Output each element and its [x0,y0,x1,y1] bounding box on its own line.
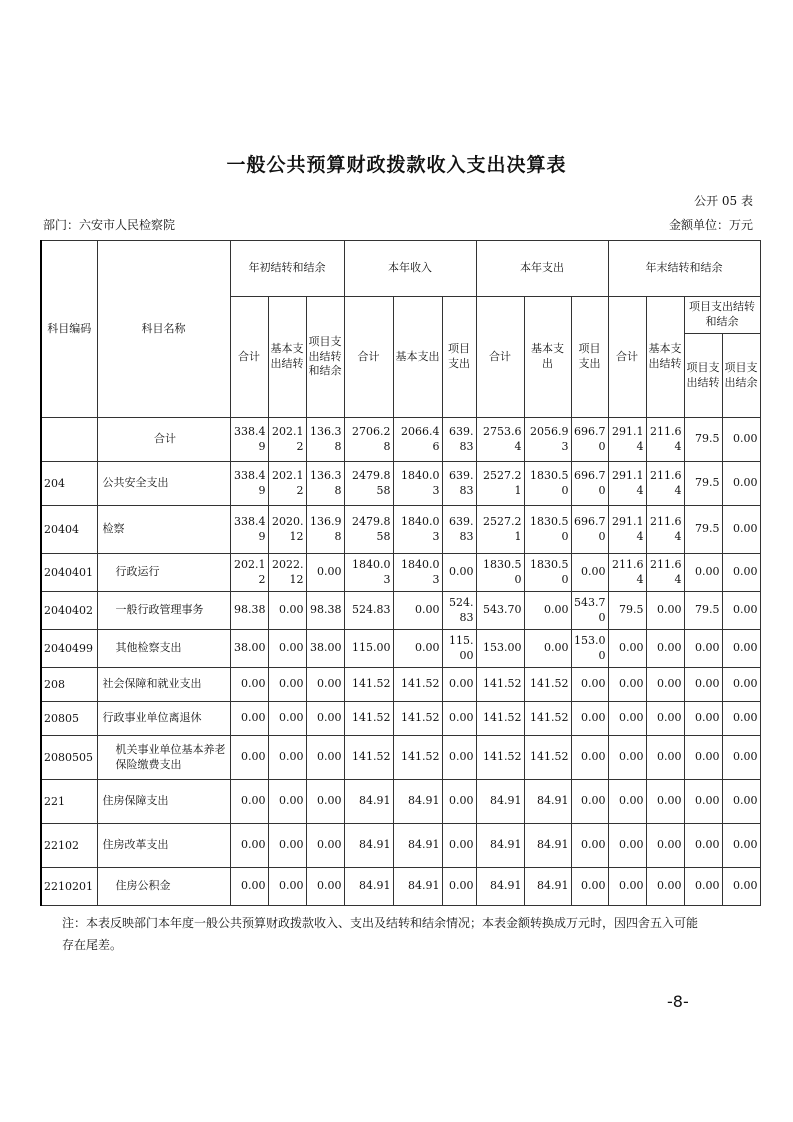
row-value: 338.49 [230,418,268,462]
row-value: 291.14 [608,462,646,506]
row-value: 0.00 [608,868,646,906]
row-value: 0.00 [722,702,760,736]
row-value: 1830.50 [524,462,571,506]
row-value: 84.91 [524,824,571,868]
header-group-expense: 本年支出 [476,241,608,297]
row-value: 0.00 [684,554,722,592]
row-value: 0.00 [230,824,268,868]
row-value: 0.00 [608,630,646,668]
row-code: 22102 [41,824,97,868]
row-value: 0.00 [722,668,760,702]
row-value: 0.00 [268,630,306,668]
row-value: 0.00 [268,868,306,906]
table-row [41,824,760,868]
row-value: 211.64 [646,554,684,592]
row-value: 0.00 [268,592,306,630]
row-value: 202.12 [230,554,268,592]
table-row [41,702,760,736]
row-value: 136.38 [306,418,344,462]
row-code: 2040401 [41,554,97,592]
row-value: 2020.12 [268,506,306,554]
row-value: 0.00 [230,780,268,824]
row-value: 0.00 [722,506,760,554]
row-value: 0.00 [306,824,344,868]
row-value: 141.52 [476,668,524,702]
row-value: 2753.64 [476,418,524,462]
row-value: 0.00 [646,868,684,906]
row-value: 141.52 [344,668,393,702]
header-end-project-carry: 项目支出结转 [684,334,722,418]
row-value: 696.70 [571,462,608,506]
row-value: 0.00 [268,780,306,824]
row-value: 1830.50 [524,554,571,592]
row-value: 84.91 [393,824,442,868]
row-name: 一般行政管理事务 [97,592,230,630]
row-value: 2056.93 [524,418,571,462]
row-value: 0.00 [684,780,722,824]
row-value: 0.00 [442,554,476,592]
row-value: 2479.858 [344,506,393,554]
table-row [41,554,760,592]
form-number: 公开 05 表 [694,194,753,208]
budget-table [40,240,761,906]
row-value: 1840.03 [393,462,442,506]
row-name: 公共安全支出 [97,462,230,506]
row-value: 98.38 [306,592,344,630]
row-value: 0.00 [722,418,760,462]
header-group-begin: 年初结转和结余 [230,241,344,297]
row-value: 0.00 [524,630,571,668]
row-value: 0.00 [571,868,608,906]
row-value: 0.00 [646,630,684,668]
row-value: 0.00 [722,630,760,668]
row-code: 2040402 [41,592,97,630]
row-value: 141.52 [476,702,524,736]
row-value: 0.00 [306,702,344,736]
header-group-end: 年末结转和结余 [608,241,760,297]
row-value: 115.00 [442,630,476,668]
row-value: 79.5 [684,462,722,506]
row-value: 153.00 [476,630,524,668]
row-code: 204 [41,462,97,506]
row-value: 0.00 [722,554,760,592]
header-income-total: 合计 [344,297,393,418]
row-value: 696.70 [571,506,608,554]
row-value: 141.52 [393,736,442,780]
row-value: 79.5 [608,592,646,630]
header-expense-basic: 基本支出 [524,297,571,418]
header-begin-total: 合计 [230,297,268,418]
row-value: 1840.03 [344,554,393,592]
table-row [41,780,760,824]
header-expense-total: 合计 [476,297,524,418]
row-value: 0.00 [524,592,571,630]
row-value: 136.38 [306,462,344,506]
row-value: 543.70 [571,592,608,630]
row-value: 0.00 [722,736,760,780]
row-value: 84.91 [344,824,393,868]
row-value: 0.00 [306,736,344,780]
row-code: 2080505 [41,736,97,780]
table-row [41,630,760,668]
row-value: 0.00 [722,868,760,906]
amount-unit-label: 金额单位：万元 [668,218,753,232]
row-value: 84.91 [393,780,442,824]
row-value: 136.98 [306,506,344,554]
row-value: 0.00 [646,780,684,824]
header-end-project-group: 项目支出结转和结余 [684,297,760,334]
row-value: 38.00 [230,630,268,668]
row-value: 0.00 [722,824,760,868]
row-value: 0.00 [306,668,344,702]
row-value: 141.52 [524,702,571,736]
table-row [41,592,760,630]
row-value: 98.38 [230,592,268,630]
row-value: 0.00 [571,668,608,702]
row-value: 1830.50 [524,506,571,554]
row-value: 0.00 [684,702,722,736]
header-group-income: 本年收入 [344,241,476,297]
row-value: 211.64 [646,506,684,554]
table-row [41,506,760,554]
row-value: 141.52 [524,668,571,702]
row-value: 211.64 [646,462,684,506]
header-begin-basic: 基本支出结转 [268,297,306,418]
department-label: 部门：六安市人民检察院 [43,218,176,232]
row-value: 84.91 [476,780,524,824]
row-value: 0.00 [442,668,476,702]
row-value: 84.91 [393,868,442,906]
row-value: 1840.03 [393,554,442,592]
footnote: 注：本表反映部门本年度一般公共预算财政拨款收入、支出及结转和结余情况；本表金额转换成万元时，因四舍五入可能存在尾差。 [62,916,699,952]
row-name: 合计 [97,418,230,462]
row-value: 0.00 [230,668,268,702]
row-value: 84.91 [476,868,524,906]
row-code [41,418,97,462]
row-value: 291.14 [608,506,646,554]
row-code: 2040499 [41,630,97,668]
row-value: 338.49 [230,506,268,554]
header-end-project-surplus: 项目支出结余 [722,334,760,418]
row-value: 0.00 [608,736,646,780]
row-name: 行政运行 [97,554,230,592]
row-value: 1830.50 [476,554,524,592]
row-value: 0.00 [442,824,476,868]
row-value: 0.00 [722,592,760,630]
row-value: 84.91 [524,780,571,824]
row-value: 0.00 [646,736,684,780]
row-value: 0.00 [442,702,476,736]
row-value: 524.83 [442,592,476,630]
row-value: 2066.46 [393,418,442,462]
header-end-total: 合计 [608,297,646,418]
row-value: 0.00 [306,554,344,592]
row-value: 0.00 [646,702,684,736]
row-value: 79.5 [684,506,722,554]
row-value: 0.00 [230,868,268,906]
row-value: 0.00 [571,554,608,592]
row-value: 202.12 [268,418,306,462]
row-value: 639.83 [442,418,476,462]
row-value: 84.91 [524,868,571,906]
row-value: 2022.12 [268,554,306,592]
row-value: 639.83 [442,506,476,554]
row-name: 社会保障和就业支出 [97,668,230,702]
row-value: 0.00 [268,824,306,868]
header-begin-project: 项目支出结转和结余 [306,297,344,418]
row-value: 524.83 [344,592,393,630]
row-value: 2479.858 [344,462,393,506]
row-name: 机关事业单位基本养老保险缴费支出 [97,736,230,780]
table-row [41,418,760,462]
header-name: 科目名称 [97,241,230,418]
table-body [41,418,760,906]
row-value: 0.00 [268,668,306,702]
row-code: 20805 [41,702,97,736]
row-name: 住房改革支出 [97,824,230,868]
row-value: 79.5 [684,592,722,630]
row-value: 0.00 [268,702,306,736]
row-value: 2706.28 [344,418,393,462]
header-income-basic: 基本支出 [393,297,442,418]
row-value: 0.00 [646,668,684,702]
row-name: 行政事业单位离退休 [97,702,230,736]
row-value: 0.00 [684,668,722,702]
page-number: -8- [667,992,689,1011]
row-value: 153.00 [571,630,608,668]
row-value: 543.70 [476,592,524,630]
row-value: 0.00 [684,736,722,780]
row-value: 0.00 [608,780,646,824]
row-value: 0.00 [230,736,268,780]
row-value: 0.00 [268,736,306,780]
row-value: 141.52 [393,668,442,702]
table-row [41,736,760,780]
row-name: 住房保障支出 [97,780,230,824]
row-name: 其他检察支出 [97,630,230,668]
table-row [41,868,760,906]
row-value: 141.52 [476,736,524,780]
row-code: 2210201 [41,868,97,906]
row-name: 检察 [97,506,230,554]
row-value: 84.91 [344,780,393,824]
row-code: 208 [41,668,97,702]
row-value: 0.00 [646,592,684,630]
header-code: 科目编码 [41,241,97,418]
row-value: 38.00 [306,630,344,668]
row-value: 0.00 [393,592,442,630]
table-row [41,668,760,702]
row-name: 住房公积金 [97,868,230,906]
header-end-basic: 基本支出结转 [646,297,684,418]
row-value: 202.12 [268,462,306,506]
row-value: 639.83 [442,462,476,506]
row-value: 0.00 [306,868,344,906]
table-row [41,462,760,506]
row-value: 0.00 [306,780,344,824]
row-value: 0.00 [571,780,608,824]
row-value: 2527.21 [476,506,524,554]
row-value: 0.00 [608,702,646,736]
row-value: 0.00 [230,702,268,736]
row-value: 0.00 [684,630,722,668]
header-expense-project: 项目支出 [571,297,608,418]
row-value: 141.52 [524,736,571,780]
row-value: 0.00 [608,824,646,868]
row-value: 84.91 [344,868,393,906]
row-value: 84.91 [476,824,524,868]
row-value: 79.5 [684,418,722,462]
row-value: 1840.03 [393,506,442,554]
row-value: 0.00 [722,780,760,824]
row-value: 141.52 [393,702,442,736]
row-value: 0.00 [571,736,608,780]
row-value: 0.00 [442,780,476,824]
row-value: 338.49 [230,462,268,506]
row-value: 696.70 [571,418,608,462]
row-value: 211.64 [646,418,684,462]
row-value: 2527.21 [476,462,524,506]
row-value: 0.00 [571,824,608,868]
row-value: 0.00 [684,824,722,868]
row-value: 141.52 [344,702,393,736]
row-value: 0.00 [571,702,608,736]
row-code: 20404 [41,506,97,554]
row-value: 291.14 [608,418,646,462]
row-value: 0.00 [646,824,684,868]
row-value: 115.00 [344,630,393,668]
row-code: 221 [41,780,97,824]
row-value: 141.52 [344,736,393,780]
row-value: 0.00 [722,462,760,506]
page-title: 一般公共预算财政拨款收入支出决算表 [226,154,567,176]
header-income-project: 项目支出 [442,297,476,418]
row-value: 211.64 [608,554,646,592]
row-value: 0.00 [684,868,722,906]
row-value: 0.00 [608,668,646,702]
row-value: 0.00 [393,630,442,668]
row-value: 0.00 [442,736,476,780]
row-value: 0.00 [442,868,476,906]
